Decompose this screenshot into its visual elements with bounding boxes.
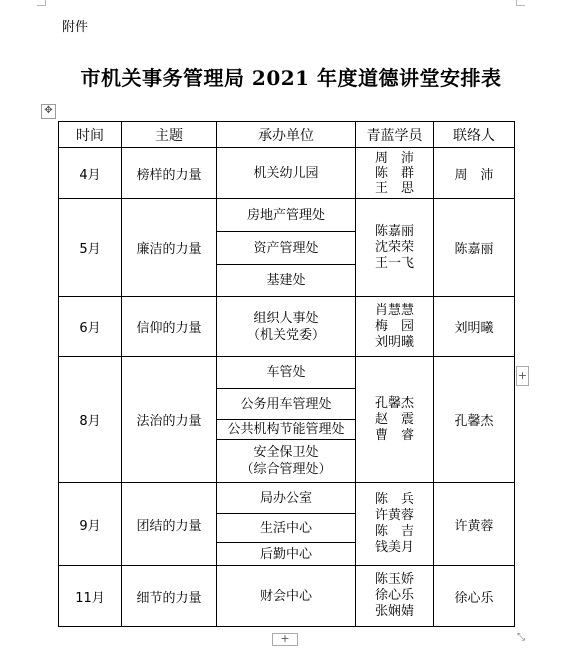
- cell-contact: 许黄蓉: [434, 483, 515, 566]
- student-name: 王一飞: [374, 255, 414, 271]
- header-students: 青蓝学员: [356, 122, 434, 148]
- cell-host-unit: 公共机构节能管理处: [217, 420, 356, 440]
- student-name: 张娴婧: [374, 604, 414, 619]
- student-name: 陈嘉丽: [374, 223, 414, 239]
- student-name: 孔馨杰: [374, 395, 414, 411]
- cell-month: 8月: [59, 357, 122, 483]
- cell-theme: 廉洁的力量: [122, 199, 217, 297]
- cell-month: 9月: [59, 483, 122, 566]
- header-host-unit: 承办单位: [217, 122, 356, 148]
- student-name: 陈 吉: [374, 524, 414, 539]
- table-row: [59, 566, 515, 627]
- attachment-label: 附件: [62, 20, 89, 35]
- cell-month: 4月: [59, 148, 122, 199]
- cell-students: [356, 199, 434, 297]
- cell-month: 6月: [59, 297, 122, 357]
- cell-theme: 榜样的力量: [122, 148, 217, 199]
- student-name: 赵 震: [374, 411, 414, 427]
- cell-students: [356, 297, 434, 357]
- cell-theme: 团结的力量: [122, 483, 217, 566]
- cell-host-unit: 财会中心: [217, 566, 356, 627]
- table-row: [59, 297, 515, 357]
- student-name: 许黄蓉: [374, 508, 414, 523]
- student-name: 周 沛: [374, 150, 414, 166]
- student-name: 沈荣荣: [374, 239, 414, 255]
- student-name: 王 思: [374, 180, 414, 196]
- cell-contact: 周 沛: [434, 148, 515, 199]
- cell-host-unit: 后勤中心: [217, 543, 356, 566]
- header-time: 时间: [59, 122, 122, 148]
- cell-contact: 孔馨杰: [434, 357, 515, 483]
- page-corner-mark-left: [37, 0, 46, 6]
- cell-host-unit: 资产管理处: [217, 232, 356, 265]
- student-name: 曹 睿: [374, 427, 414, 443]
- cell-month: 11月: [59, 566, 122, 627]
- student-name: 陈 群: [374, 165, 414, 181]
- cell-theme: 信仰的力量: [122, 297, 217, 357]
- add-column-button[interactable]: +: [516, 366, 529, 386]
- student-name: 徐心乐: [374, 588, 414, 603]
- header-contact: 联络人: [434, 122, 515, 148]
- student-name: 钱美月: [374, 540, 414, 555]
- student-name: 陈玉娇: [374, 572, 414, 587]
- cell-host-unit: 公务用车管理处: [217, 389, 356, 420]
- schedule-table: [58, 121, 515, 627]
- document-title: 市机关事务管理局 2021 年度道德讲堂安排表: [80, 66, 502, 90]
- student-name: 肖慧慧: [374, 302, 414, 318]
- cell-students: [356, 566, 434, 627]
- page-corner-mark-right: [516, 0, 525, 6]
- cell-contact: 陈嘉丽: [434, 199, 515, 297]
- cell-contact: 刘明曦: [434, 297, 515, 357]
- cell-host-unit: 基建处: [217, 265, 356, 297]
- cell-contact: 徐心乐: [434, 566, 515, 627]
- table-row: [59, 199, 515, 232]
- cell-students: [356, 483, 434, 566]
- cell-students: [356, 148, 434, 199]
- cell-theme: 法治的力量: [122, 357, 217, 483]
- table-row: [59, 148, 515, 199]
- add-row-button[interactable]: +: [272, 633, 298, 646]
- cell-theme: 细节的力量: [122, 566, 217, 627]
- cell-host-unit: 机关幼儿园: [217, 148, 356, 199]
- cell-host-unit: 安全保卫处 （综合管理处）: [217, 440, 356, 483]
- student-name: 陈 兵: [374, 492, 414, 507]
- cell-students: [356, 357, 434, 483]
- student-name: 刘明曦: [374, 334, 414, 350]
- cell-host-unit: 生活中心: [217, 514, 356, 543]
- cell-month: 5月: [59, 199, 122, 297]
- student-name: 梅 园: [374, 318, 414, 334]
- table-row: [59, 357, 515, 389]
- table-resize-handle-icon[interactable]: ⤡: [517, 632, 525, 643]
- cell-host-unit: 车管处: [217, 357, 356, 389]
- cell-host-unit: 组织人事处 （机关党委）: [217, 297, 356, 357]
- cell-host-unit: 房地产管理处: [217, 199, 356, 232]
- table-header-row: [59, 122, 515, 148]
- table-row: [59, 483, 515, 514]
- table-move-handle-icon[interactable]: ✥: [41, 104, 56, 119]
- cell-host-unit: 局办公室: [217, 483, 356, 514]
- header-theme: 主题: [122, 122, 217, 148]
